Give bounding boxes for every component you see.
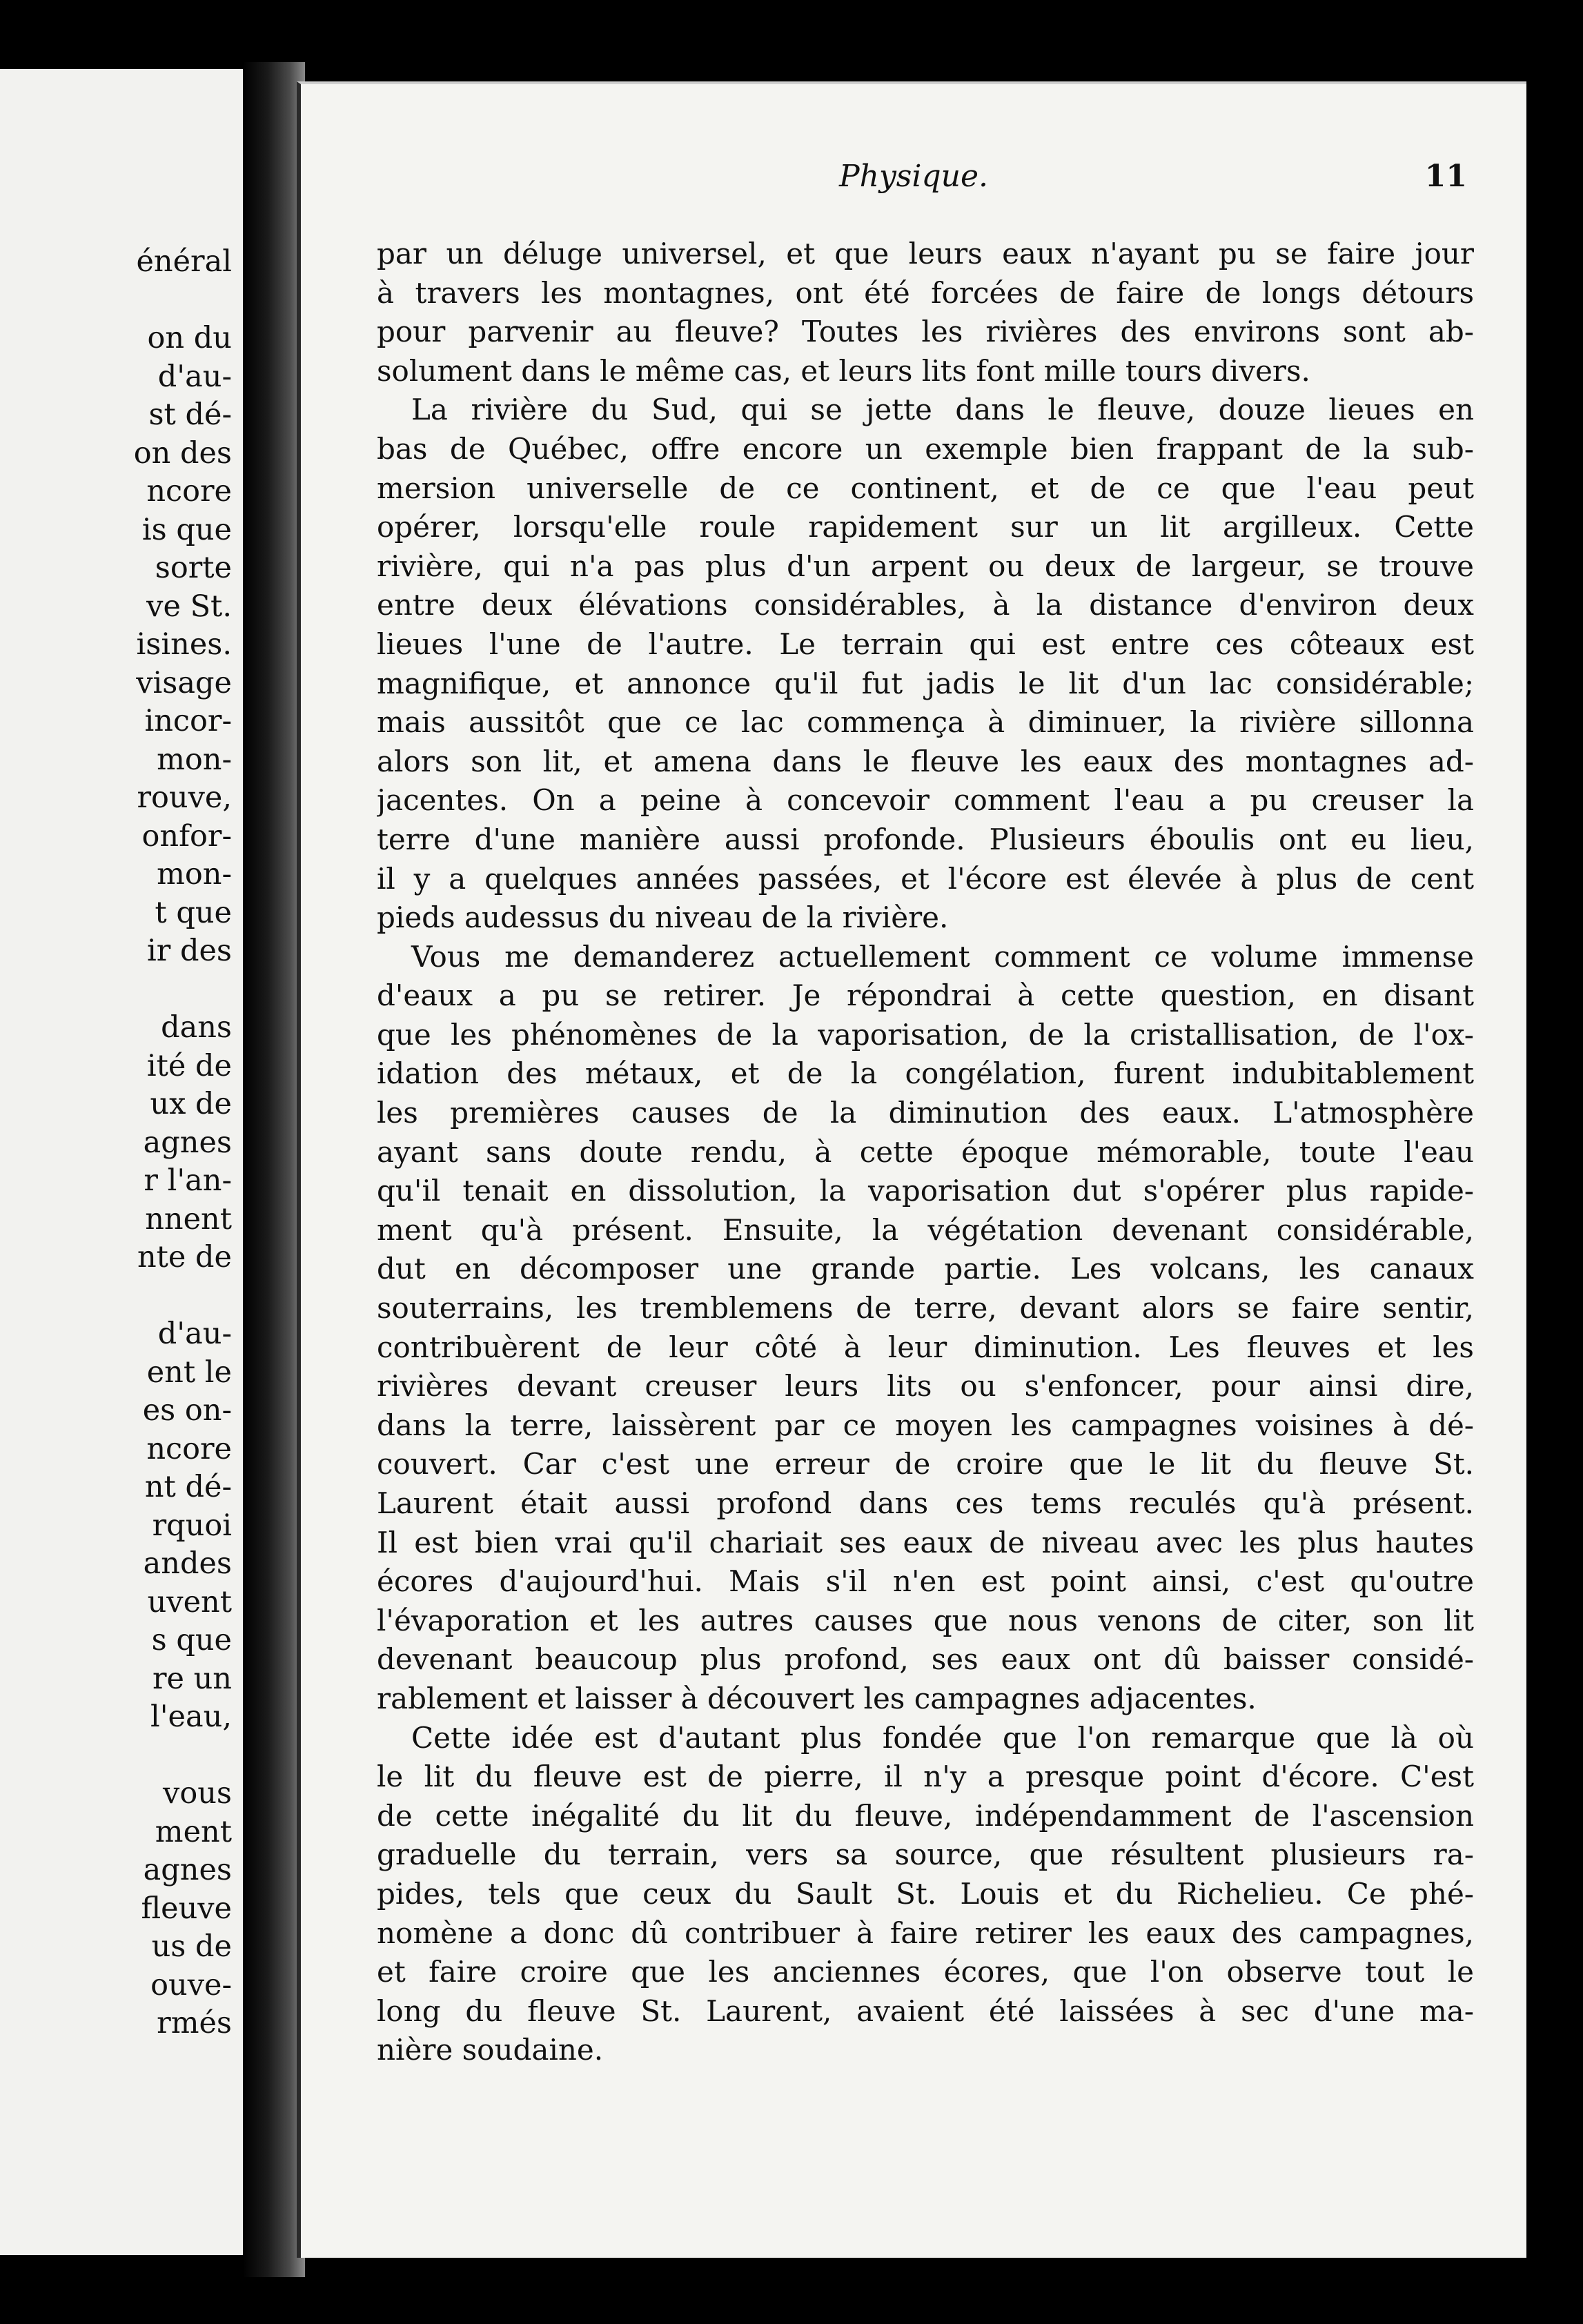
left-page-fragment: ent le [146,1355,232,1390]
left-page-fragment: on du [147,321,232,355]
left-page [0,69,243,2255]
left-page-fragment: fleuve [141,1891,232,1926]
text-line: le lit du fleuve est de pierre, il n'y a presque point d'écore. C'est [377,1760,1474,1794]
text-line: entre deux élévations considérables, à la distance d'environ deux [377,588,1474,622]
left-page-fragment: ux de [150,1087,232,1121]
text-line: rablement et laisser à découvert les campagnes adjacentes. [377,1681,1257,1715]
running-head [301,159,1467,200]
left-page-fragment [134,282,232,320]
text-line: magnifique, et annonce qu'il fut jadis le lit d'un lac considérable; [377,666,1474,700]
left-page-fragment [134,971,232,1010]
left-page-fragment: incor- [144,704,232,738]
left-page-fragment: rouve, [137,780,232,815]
left-page-fragment: d'au- [157,1317,232,1351]
left-page-fragment: nnent [145,1201,232,1237]
text-line: souterrains, les tremblemens de terre, devant alors se faire sentir, [377,1291,1474,1326]
text-line: La rivière du Sud, qui se jette dans le fleuve, douze lieues en [411,393,1474,427]
left-page-fragment: d'au- [157,359,232,394]
text-line: devenant beaucoup plus profond, ses eaux ont dû baisser considé- [377,1642,1474,1677]
left-page-fragment: l'eau, [150,1700,232,1734]
text-line: rivières devant creuser leurs lits ou s'enfoncer, pour ainsi dire, [377,1369,1474,1404]
left-page-fragment: ouve- [150,1967,232,2002]
left-page-fragment: s que [151,1623,232,1657]
text-line: il y a quelques années passées, et l'écore est élevée à plus de cent [377,861,1474,896]
text-line: les premières causes de la diminution des eaux. L'atmosphère [377,1096,1474,1130]
left-page-fragment: dans [161,1010,232,1045]
text-line: long du fleuve St. Laurent, avaient été laissées à sec d'une ma- [377,1993,1474,2028]
left-page-fragment: ir des [146,934,232,968]
body-text [377,235,1474,2070]
text-line: graduelle du terrain, vers sa source, que résultent plusieurs ra- [377,1838,1474,1872]
left-page-fragment: r l'an- [144,1163,232,1198]
left-page-fragment: rquoi [152,1508,232,1543]
left-page-fragment: onfor- [141,818,232,854]
text-line: mersion universelle de ce continent, et de ce que l'eau peut [377,471,1474,505]
text-line: lieues l'une de l'autre. Le terrain qui est entre ces côteaux est [377,627,1474,661]
text-line: à travers les montagnes, ont été forcées de faire de longs détours [377,275,1474,310]
left-page-fragment: t que [155,895,232,930]
left-page-fragment: nt dé- [144,1470,232,1504]
left-page-fragment: agnes [143,1125,232,1160]
text-line: écores d'aujourd'hui. Mais s'il n'en est point ainsi, c'est qu'outre [377,1564,1474,1599]
left-page-fragment: andes [143,1546,232,1581]
left-page-fragment: ment [155,1814,232,1849]
left-page-fragment: mon- [157,857,232,892]
text-line: rivière, qui n'a pas plus d'un arpent ou deux de largeur, se trouve [377,549,1474,583]
left-page-fragment: ncore [146,474,232,509]
text-line: pieds audessus du niveau de la rivière. [377,900,949,935]
text-line: ayant sans doute rendu, à cette époque mémorable, toute l'eau [377,1134,1474,1169]
left-page-fragment: énéral [136,244,232,279]
left-page-fragment: us de [151,1929,232,1964]
left-page-fragment: visage [136,665,232,700]
left-page-fragment: isines. [136,627,232,662]
text-line: Laurent était aussi profond dans ces tems reculés qu'à présent. [377,1486,1474,1520]
left-page-fragment: es on- [142,1393,232,1428]
text-line: couvert. Car c'est une erreur de croire que le lit du fleuve St. [377,1447,1474,1481]
text-line: pides, tels que ceux du Sault St. Louis et du Richelieu. Ce phé- [377,1876,1474,1911]
text-line: nomène a donc dû contribuer à faire retirer les eaux des campagnes, [377,1916,1474,1950]
text-line: dut en décomposer une grande partie. Les volcans, les canaux [377,1252,1474,1286]
left-page-text-fragments [134,243,232,2043]
left-page-fragment: ncore [146,1431,232,1466]
left-page-fragment [134,1737,232,1775]
left-page-fragment: vous [163,1776,232,1811]
text-line: mais aussitôt que ce lac commença à diminuer, la rivière sillonna [377,705,1474,740]
text-line: par un déluge universel, et que leurs eaux n'ayant pu se faire jour [377,237,1474,270]
text-line: dans la terre, laissèrent par ce moyen les campagnes voisines à dé- [377,1408,1474,1442]
left-page-fragment: is que [141,512,232,547]
text-line: Vous me demanderez actuellement comment ce volume immense [411,939,1474,974]
text-line: solument dans le même cas, et leurs lits font mille tours divers. [377,353,1310,388]
text-line: terre d'une manière aussi profonde. Plusieurs éboulis ont eu lieu, [377,822,1474,856]
right-page [297,81,1526,2258]
left-page-fragment: re un [152,1661,232,1696]
text-line: nière soudaine. [377,2033,604,2067]
text-line: de cette inégalité du lit du fleuve, indépendamment de l'ascension [377,1798,1474,1833]
left-page-fragment [134,1277,232,1316]
text-line: et faire croire que les anciennes écores, que l'on observe tout le [377,1955,1474,1989]
text-line: bas de Québec, offre encore un exemple bien frappant de la sub- [377,431,1474,466]
text-line: opérer, lorsqu'elle roule rapidement sur un lit argilleux. Cette [377,510,1474,544]
left-page-fragment: nte de [137,1240,232,1274]
text-line: d'eaux a pu se retirer. Je répondrai à cette question, en disant [377,978,1474,1013]
text-line: Il est bien vrai qu'il chariait ses eaux de niveau avec les plus hautes [377,1525,1474,1559]
text-line: ment qu'à présent. Ensuite, la végétation devenant considérable, [377,1212,1474,1247]
text-line: Cette idée est d'autant plus fondée que l'on remarque que là où [411,1720,1474,1755]
left-page-fragment: ité de [146,1048,232,1083]
left-page-fragment: sorte [155,551,232,585]
book-spine-shadow [243,62,305,2277]
left-page-fragment: mon- [157,742,232,777]
left-page-fragment: ve St. [146,589,232,624]
text-line: alors son lit, et amena dans le fleuve les eaux des montagnes ad- [377,744,1474,778]
text-line: idation des métaux, et de la congélation, furent indubitablement [377,1056,1474,1091]
left-page-fragment: st dé- [148,397,232,432]
left-page-fragment: agnes [143,1853,232,1887]
running-title: Physique. [839,159,988,194]
text-line: que les phénomènes de la vaporisation, de la cristallisation, de l'ox- [377,1017,1474,1052]
page-number: 11 [1424,159,1467,194]
text-line: l'évaporation et les autres causes que nous venons de citer, son lit [377,1603,1474,1637]
left-page-fragment: rmés [157,2006,232,2040]
text-line: jacentes. On a peine à concevoir comment l'eau a pu creuser la [377,783,1474,818]
text-line: pour parvenir au fleuve? Toutes les rivières des environs sont ab- [377,315,1474,349]
text-line: contribuèrent de leur côté à leur diminution. Les fleuves et les [377,1330,1474,1364]
text-line: qu'il tenait en dissolution, la vaporisation dut s'opérer plus rapide- [377,1174,1474,1208]
left-page-fragment: on des [133,435,232,471]
left-page-fragment: uvent [147,1584,232,1619]
